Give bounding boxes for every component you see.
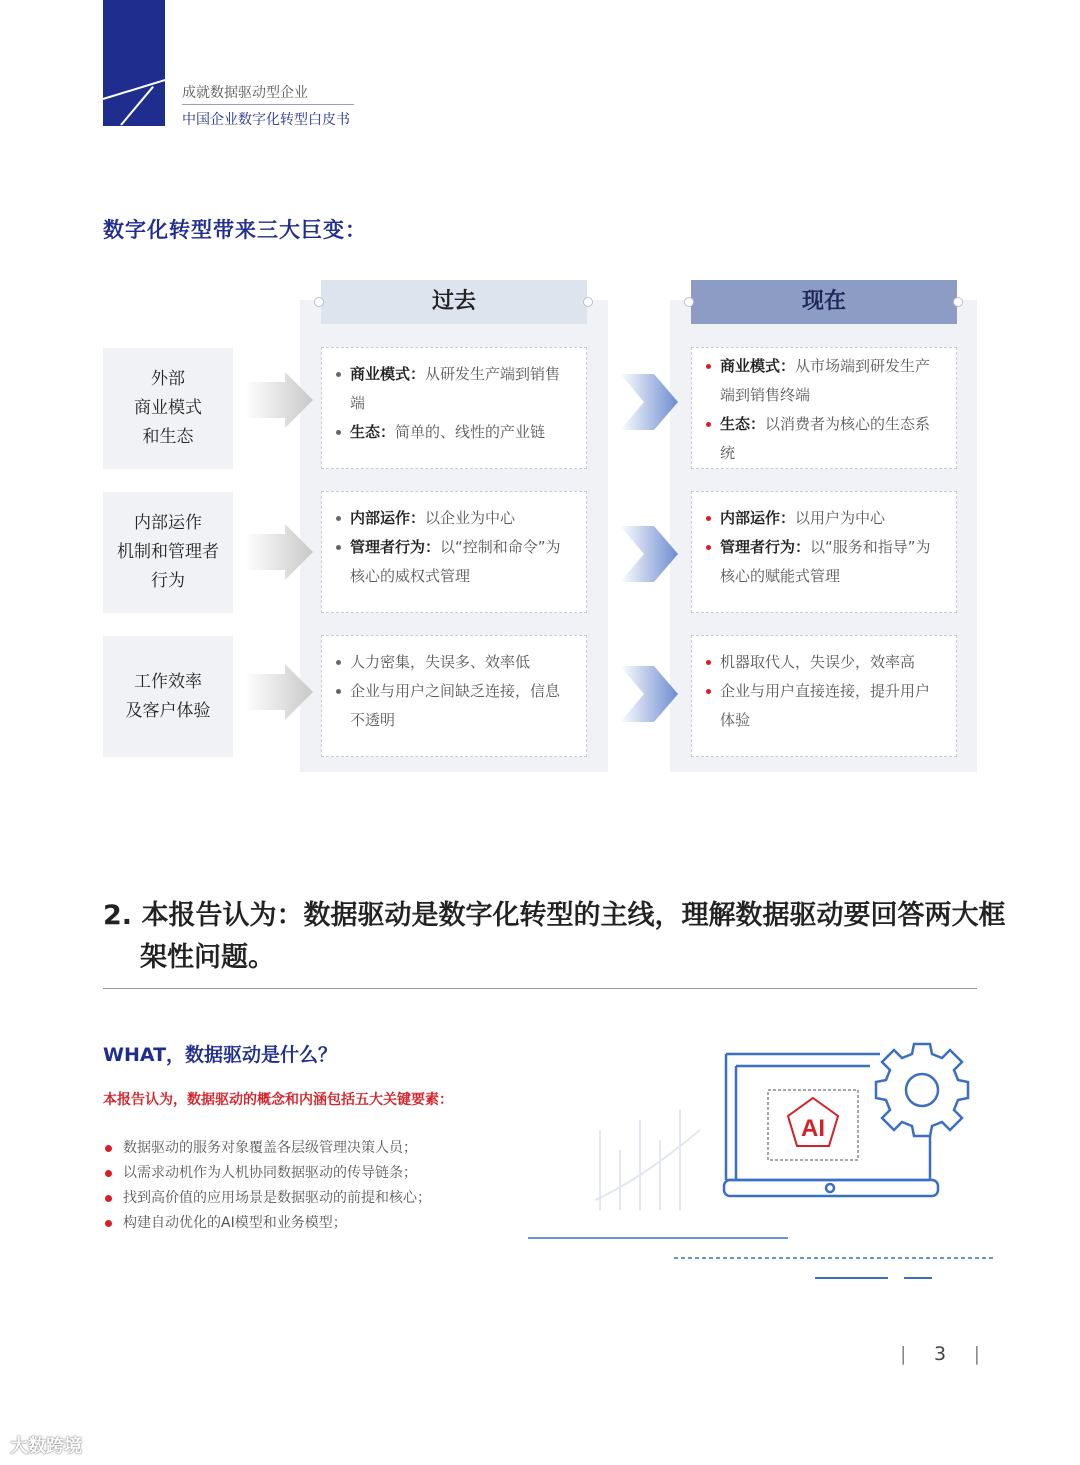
header-series-title: 成就数据驱动型企业: [182, 85, 308, 101]
row-label-external: [103, 348, 233, 469]
list-item: 找到高价值的应用场景是数据驱动的前提和核心；: [103, 1186, 431, 1211]
list-item: 以需求动机作为人机协同数据驱动的传导链条；: [103, 1161, 431, 1186]
past-column-header: 过去: [321, 280, 587, 324]
list-item: 人力密集，失误多、效率低: [336, 648, 574, 677]
section-title: 数字化转型带来三大巨变：: [103, 218, 367, 242]
watermark-text: 大数跨境: [10, 1436, 82, 1457]
header-dot: [583, 297, 593, 307]
page-number: | 3 |: [900, 1343, 980, 1365]
list-item: 生态：简单的、线性的产业链: [336, 418, 574, 447]
past-card-internal: [321, 491, 587, 613]
list-item: 数据驱动的服务对象覆盖各层级管理决策人员；: [103, 1136, 431, 1161]
what-subheading: 本报告认为，数据驱动的概念和内涵包括五大关键要素：: [103, 1092, 453, 1108]
row-label-text: 工作效率 及客户体验: [125, 671, 211, 721]
section-divider: [103, 988, 977, 989]
ai-label: AI: [801, 1115, 825, 1142]
list-item: 内部运作：以企业为中心: [336, 504, 574, 533]
section-2-title: [103, 895, 1030, 979]
list-item: 管理者行为：以“控制和命令”为核心的威权式管理: [336, 533, 574, 591]
row-label-text: 外部 商业模式 和生态: [134, 369, 202, 447]
row-label-internal: [103, 492, 233, 613]
chevron-right-icon: [620, 526, 680, 582]
list-item: 企业与用户之间缺乏连接，信息不透明: [336, 677, 574, 735]
now-card-efficiency: [691, 635, 957, 757]
header-dot: [684, 297, 694, 307]
page-number-text: 3: [933, 1343, 947, 1365]
header-color-bar: [103, 0, 165, 126]
now-column-header: 现在: [691, 280, 957, 324]
header-divider: [182, 104, 354, 105]
header-dot: [314, 297, 324, 307]
section-2-title-text: 2. 本报告认为：数据驱动是数字化转型的主线，理解数据驱动要回答两大框架性问题。: [103, 900, 1006, 973]
list-item: 商业模式：从研发生产端到销售端: [336, 360, 574, 418]
list-item: 构建自动优化的AI模型和业务模型；: [103, 1211, 431, 1236]
list-item: 商业模式：从市场端到研发生产端到销售终端: [706, 352, 944, 410]
now-card-internal: [691, 491, 957, 613]
list-item: 企业与用户直接连接，提升用户体验: [706, 677, 944, 735]
arrow-right-icon: [245, 664, 315, 720]
row-label-text: 内部运作 机制和管理者 行为: [117, 513, 219, 591]
arrow-right-icon: [245, 372, 315, 428]
header-decor-line: [103, 79, 167, 100]
chevron-right-icon: [620, 666, 680, 722]
key-elements-list: [103, 1136, 431, 1236]
header-document-title: 中国企业数字化转型白皮书: [182, 112, 350, 128]
list-item: 内部运作：以用户为中心: [706, 504, 944, 533]
ai-laptop-illustration: [520, 1030, 1000, 1290]
now-card-external: [691, 347, 957, 469]
arrow-right-icon: [245, 524, 315, 580]
list-item: 管理者行为：以“服务和指导”为核心的赋能式管理: [706, 533, 944, 591]
past-card-efficiency: [321, 635, 587, 757]
list-item: 机器取代人，失误少，效率高: [706, 648, 944, 677]
what-heading: WHAT，数据驱动是什么？: [103, 1044, 338, 1066]
row-label-efficiency: [103, 636, 233, 757]
chevron-right-icon: [620, 374, 680, 430]
list-item: 生态：以消费者为核心的生态系统: [706, 410, 944, 468]
header-dot: [953, 297, 963, 307]
past-card-external: [321, 347, 587, 469]
